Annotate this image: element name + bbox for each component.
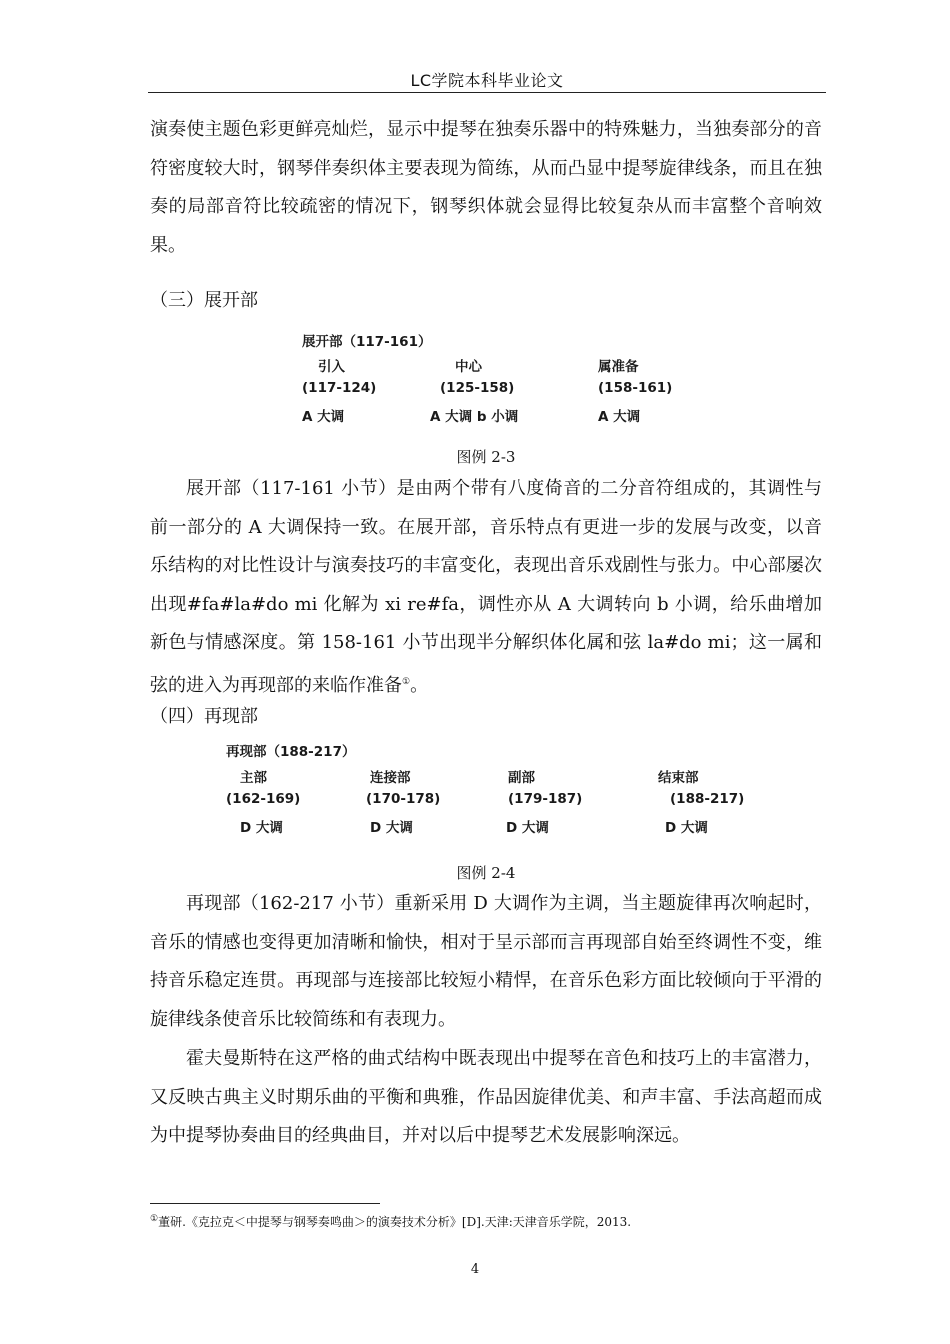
- diagram-section-range: (179-187): [508, 791, 583, 807]
- paragraph-3: 再现部（162-217 小节）重新采用 D 大调作为主调，当主题旋律再次响起时，音乐的情感也变得更加清晰和愉快，相对于呈示部而言再现部自始至终调性不变，维持音乐稳定连贯。再现部与连接部比较短小精悍，在音乐色彩方面比较倾向于平滑的旋律线条使音乐比较简练和有表现力。: [150, 893, 822, 1030]
- diagram-title: 再现部（188-217）: [226, 744, 356, 760]
- diagram-section-name: 中心: [455, 359, 482, 375]
- diagram-section-key: A 大调: [598, 409, 641, 425]
- diagram-title: 展开部（117-161）: [302, 334, 432, 350]
- diagram-section-range: (170-178): [366, 791, 441, 807]
- footnote-mark: ①: [150, 1214, 159, 1224]
- paragraph-1: 演奏使主题色彩更鲜亮灿烂，显示中提琴在独奏乐器中的特殊魅力，当独奏部分的音符密度较大时，钢琴伴奏织体主要表现为简练，从而凸显中提琴旋律线条，而且在独奏的局部音符比较疏密的情况下，钢琴织体就会显得比较复杂从而丰富整个音响效果。: [150, 119, 822, 256]
- diagram-section-name: 属准备: [598, 359, 639, 375]
- paragraph-2-end: 。: [410, 674, 429, 696]
- footnote-rule: [150, 1203, 380, 1204]
- footnote-text: 董研.《克拉克＜中提琴与钢琴奏鸣曲＞的演奏技术分析》[D].天津:天津音乐学院，2013.: [158, 1215, 632, 1229]
- section-heading-development: （三）展开部: [150, 290, 258, 311]
- diagram-section-name: 引入: [318, 359, 345, 375]
- diagram-section-key: D 大调: [240, 820, 283, 836]
- diagram-section-key: A 大调 b 小调: [430, 409, 519, 425]
- paragraph-2-text: 展开部（117-161 小节）是由两个带有八度倚音的二分音符组成的，其调性与前一部分的 A 大调保持一致。在展开部，音乐特点有更进一步的发展与改变，以音乐结构的对比性设计与演奏技巧的丰富变化，表现出音乐戏剧性与张力。中心部屡次出现#fa#la#do mi 化解为 xi re#fa，调性亦从 A 大调转向 b 小调，给乐曲增加新色与情感深度。第 158-161 小节出现半分解织体化属和弦 la#do mi；这一属和弦的进入为再现部的来临作准备: [150, 478, 822, 696]
- diagram-section-range: (188-217): [670, 791, 745, 807]
- diagram-section-key: A 大调: [302, 409, 345, 425]
- page-number: 4: [470, 1262, 480, 1277]
- section-heading-recapitulation: （四）再现部: [150, 706, 258, 727]
- paragraph-2: [150, 470, 822, 705]
- paragraph-4: 霍夫曼斯特在这严格的曲式结构中既表现出中提琴在音色和技巧上的丰富潜力，又反映古典主义时期乐曲的平衡和典雅，作品因旋律优美、和声丰富、手法高超而成为中提琴协奏曲目的经典曲目，并对以后中提琴艺术发展影响深远。: [150, 1048, 822, 1146]
- diagram-section-name: 连接部: [370, 770, 411, 786]
- diagram-section-name: 主部: [240, 770, 267, 786]
- figure-caption-2-4: 图例 2-4: [456, 864, 516, 882]
- diagram-section-range: (117-124): [302, 380, 377, 396]
- diagram-section-name: 结束部: [658, 770, 699, 786]
- footnote: [150, 1213, 631, 1230]
- figure-caption-2-3: 图例 2-3: [456, 448, 516, 466]
- header-rule: [148, 92, 826, 93]
- diagram-section-key: D 大调: [665, 820, 708, 836]
- page-header-title: LC学院本科毕业论文: [410, 71, 564, 90]
- diagram-section-key: D 大调: [506, 820, 549, 836]
- diagram-section-range: (158-161): [598, 380, 673, 396]
- diagram-section-key: D 大调: [370, 820, 413, 836]
- footnote-reference: ①: [402, 676, 411, 687]
- diagram-section-range: (125-158): [440, 380, 515, 396]
- diagram-section-name: 副部: [508, 770, 535, 786]
- diagram-section-range: (162-169): [226, 791, 301, 807]
